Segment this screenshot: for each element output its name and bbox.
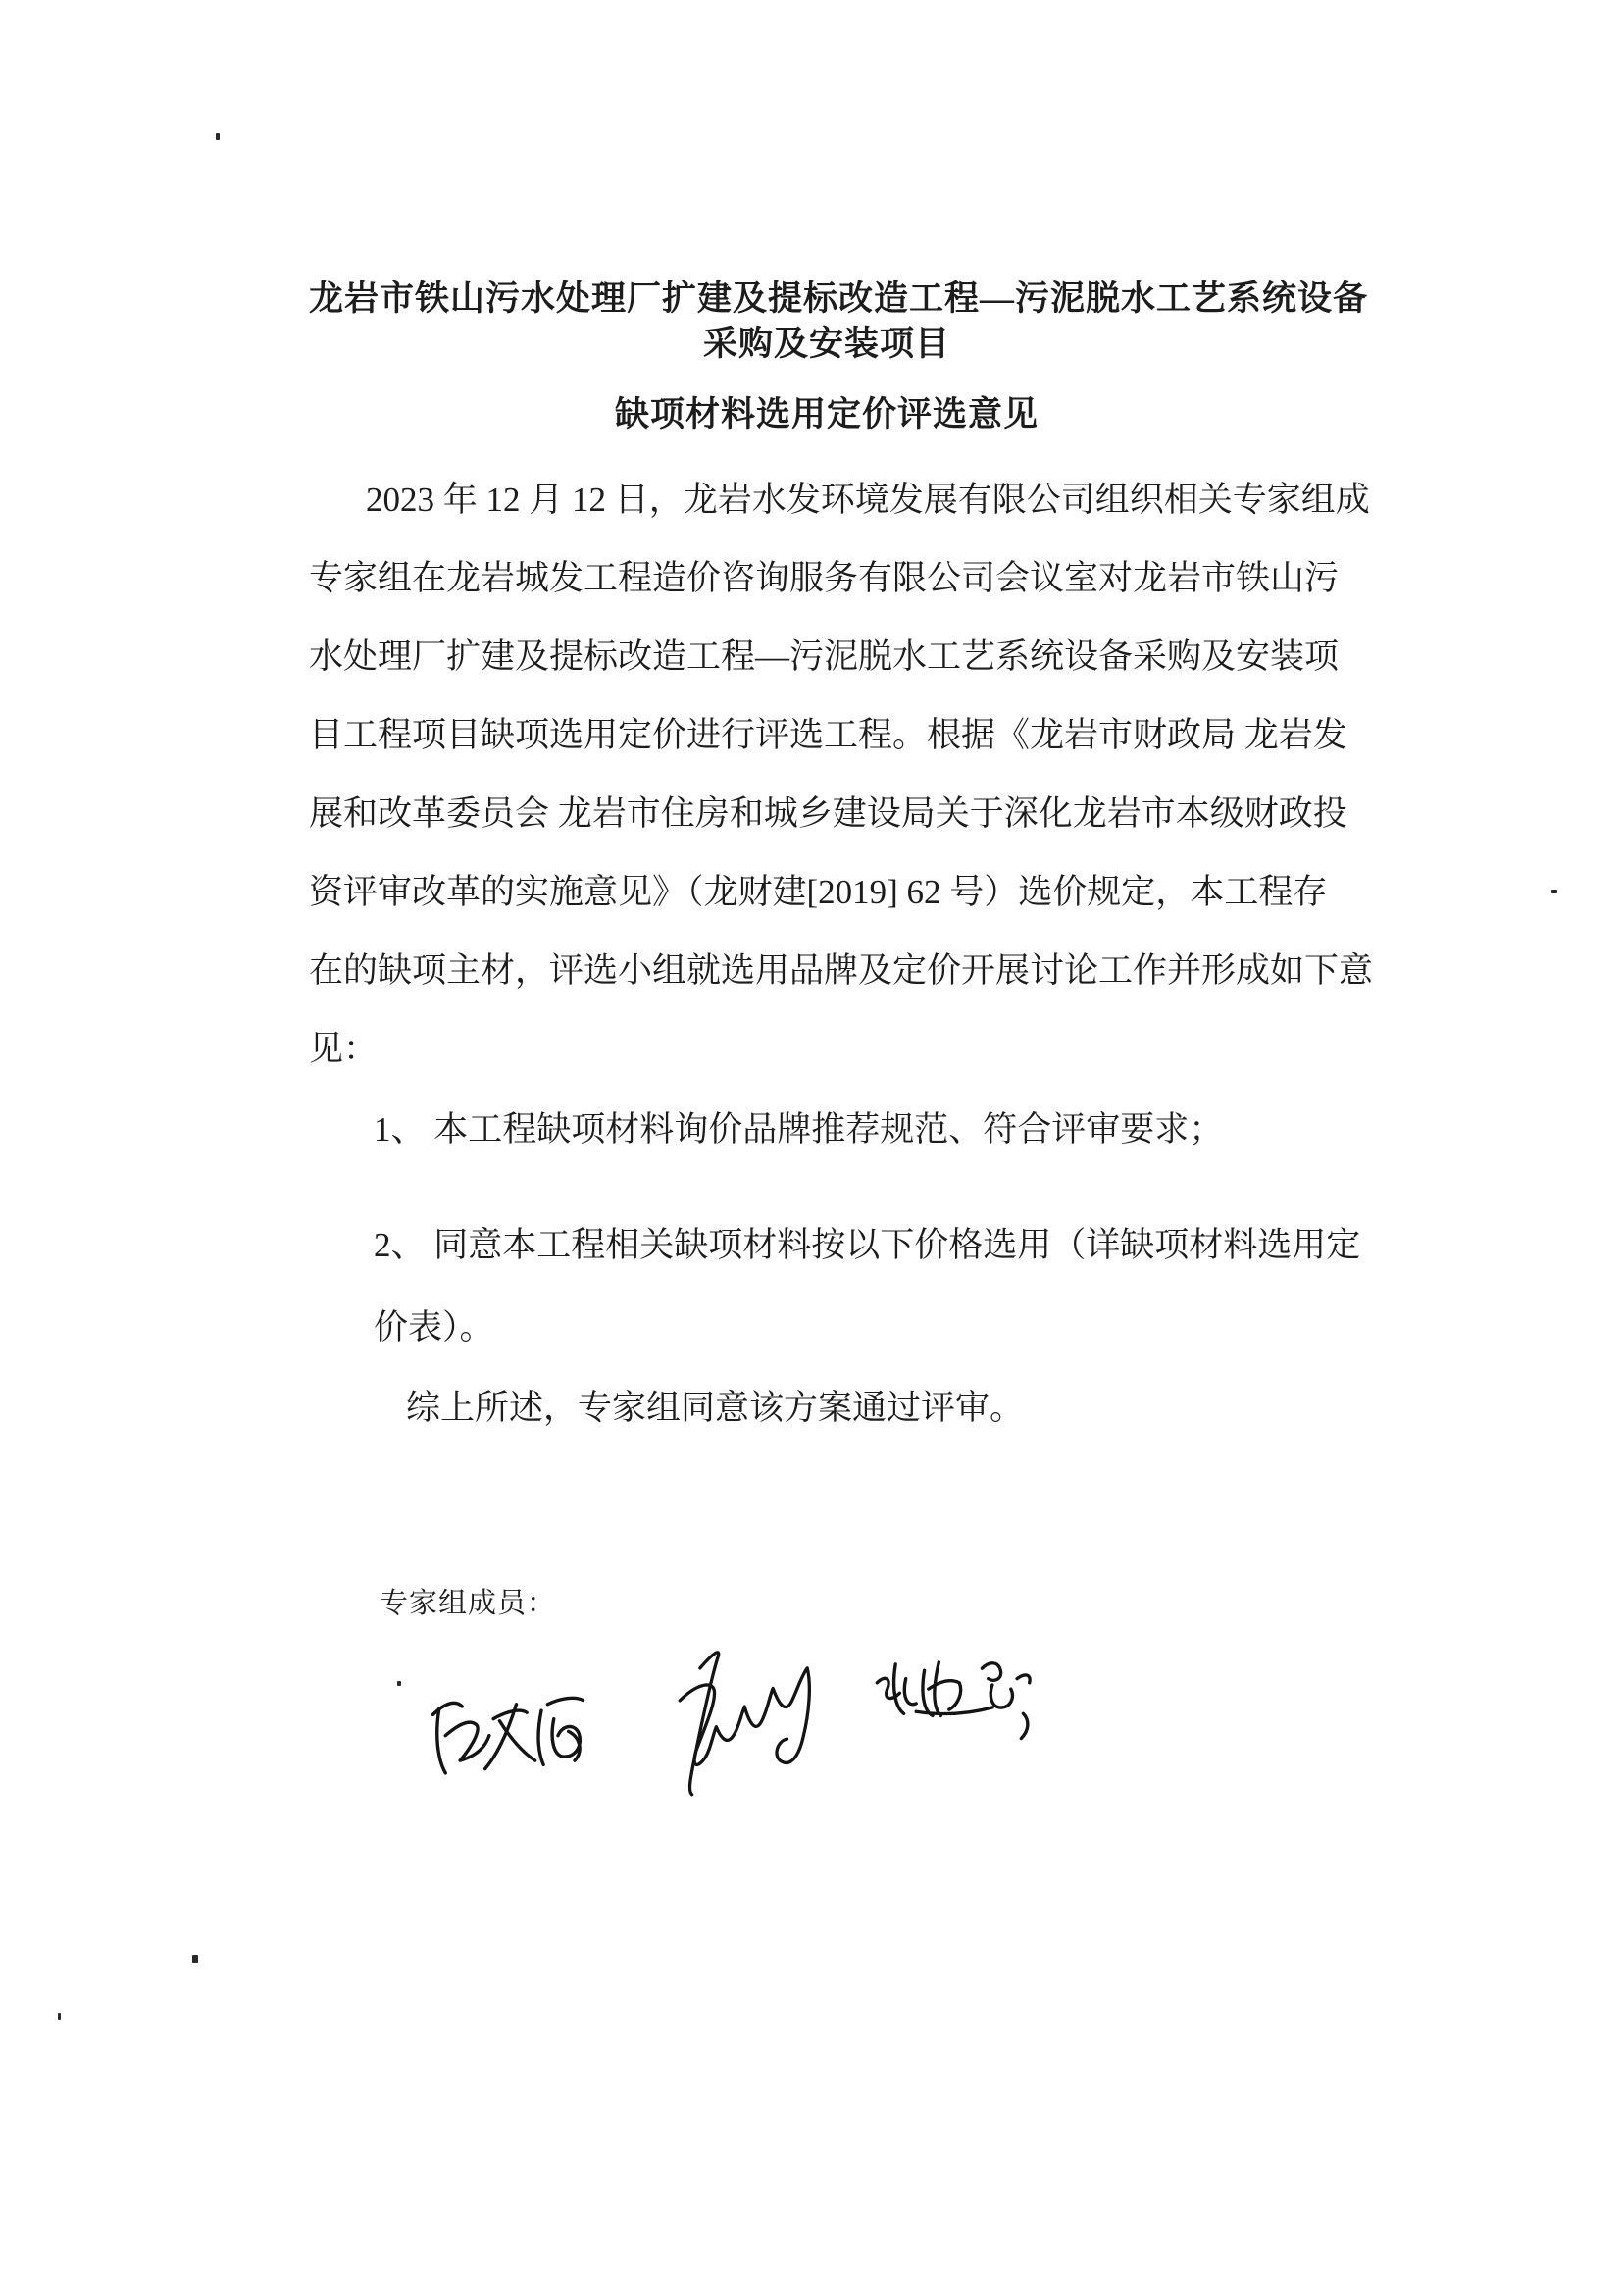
title-line-1: 龙岩市铁山污水处理厂扩建及提标改造工程—污泥脱水工艺系统设备 (309, 280, 1369, 318)
signature-ink-2 (652, 1640, 821, 1802)
list-item-1 (374, 1089, 1364, 1171)
document-title (309, 277, 1369, 367)
scan-speck (397, 1681, 401, 1686)
list-item-2-line: 价表）。 (374, 1308, 494, 1347)
signature-ink-1 (425, 1672, 591, 1778)
paragraph-line: 在的缺项主材，评选小组就选用品牌及定价开展讨论工作并形成如下意 (309, 951, 1374, 990)
document-subtitle: 缺项材料选用定价评选意见 (614, 395, 1039, 433)
scan-speck (216, 133, 220, 140)
paragraph-line: 2023 年 12 月 12 日，龙岩水发环境发展有限公司组织相关专家组成 (366, 481, 1370, 519)
signature-ink-3 (871, 1648, 1036, 1746)
paragraph-line: 展和改革委员会 龙岩市住房和城乡建设局关于深化龙岩市本级财政投 (309, 794, 1347, 833)
scan-speck (1551, 890, 1557, 893)
title-line-2: 采购及安装项目 (702, 325, 950, 363)
paragraph-line: 专家组在龙岩城发工程造价咨询服务有限公司会议室对龙岩市铁山污 (309, 559, 1340, 597)
list-item-2-line: 2、 同意本工程相关缺项材料按以下价格选用（详缺项材料选用定 (374, 1226, 1361, 1264)
scan-speck (192, 1955, 198, 1963)
list-item-1-line: 1、 本工程缺项材料询价品牌推荐规范、符合评审要求； (374, 1110, 1224, 1148)
paragraph-line: 见： (309, 1030, 379, 1068)
paragraph-line: 资评审改革的实施意见》（龙财建[2019] 62 号）选价规定，本工程存 (309, 873, 1328, 911)
paragraph-line: 水处理厂扩建及提标改造工程—污泥脱水工艺系统设备采购及安装项 (309, 637, 1340, 676)
paragraph-line: 目工程项目缺项选用定价进行评选工程。根据《龙岩市财政局 龙岩发 (309, 716, 1347, 754)
signature-label: 专家组成员： (380, 1588, 557, 1619)
scan-speck (58, 2013, 61, 2020)
list-item-2 (374, 1204, 1364, 1369)
conclusion-line: 综上所述，专家组同意该方案通过评审。 (406, 1389, 1025, 1427)
main-paragraph (309, 461, 1374, 1089)
